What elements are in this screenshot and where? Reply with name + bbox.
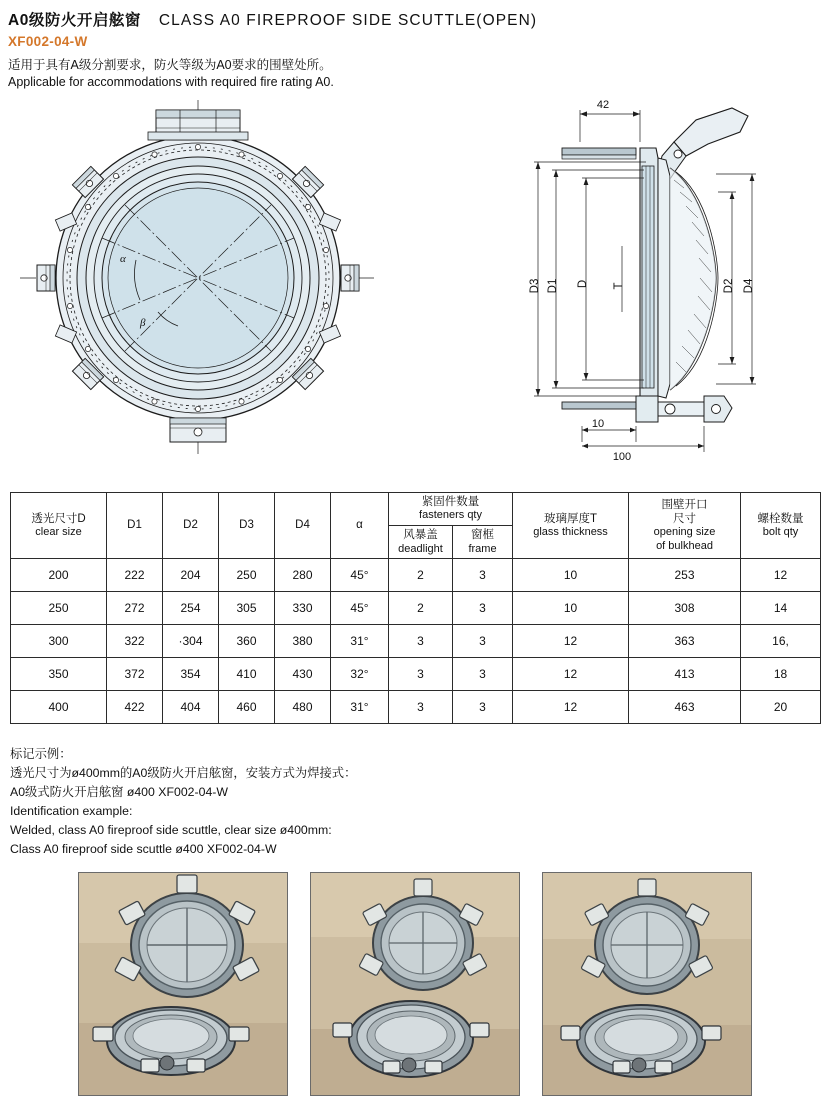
dim-D3-label: D3 <box>529 278 541 294</box>
cell-glass: 12 <box>513 625 629 658</box>
cell-clear-size: 250 <box>11 592 107 625</box>
ident-line-6: Class A0 fireproof side scuttle ø400 XF002-04-W <box>10 842 277 857</box>
header-d2: D2 <box>163 493 219 559</box>
cell-frame: 3 <box>453 625 513 658</box>
table-row <box>11 559 821 592</box>
front-view <box>20 100 376 456</box>
cell-alpha: 31° <box>331 625 389 658</box>
header-opening-en2: of bulkhead <box>656 540 713 552</box>
dim-T-label: T <box>613 282 625 290</box>
header-deadlight-en: deadlight <box>398 542 443 555</box>
ident-line-5: Welded, class A0 fireproof side scuttle, clear size ø400mm: <box>10 823 332 838</box>
cell-clear-size: 200 <box>11 559 107 592</box>
title-row <box>8 8 822 30</box>
page-title-cn: A0级防火开启舷窗 <box>8 12 141 29</box>
table-row <box>11 625 821 658</box>
cell-d3: 250 <box>219 559 275 592</box>
cell-frame: 3 <box>453 658 513 691</box>
frame-section <box>640 148 718 408</box>
section-view <box>529 99 756 463</box>
cell-d4: 430 <box>275 658 331 691</box>
technical-drawings <box>0 96 830 486</box>
header-clear-size <box>11 493 107 559</box>
cell-frame: 3 <box>453 592 513 625</box>
header-frame-cn: 窗框 <box>471 529 494 542</box>
photo-scuttle-open-right <box>542 872 752 1096</box>
bulkhead-plate <box>562 148 636 155</box>
cell-alpha: 45° <box>331 559 389 592</box>
dim-D-label: D <box>577 279 589 289</box>
cell-opening: 253 <box>629 559 741 592</box>
header-opening-en: opening size <box>653 526 716 539</box>
cell-opening: 308 <box>629 592 741 625</box>
header-bolt-cn: 螺栓数量 <box>757 512 804 525</box>
header-glass-en: glass thickness <box>533 525 608 538</box>
cell-bolt: 16, <box>741 625 821 658</box>
dim-42-label: 42 <box>596 99 610 111</box>
cell-deadlight: 3 <box>389 658 453 691</box>
table-row <box>11 658 821 691</box>
cell-d2: 404 <box>163 691 219 724</box>
cell-clear-size: 350 <box>11 658 107 691</box>
ident-line-1: 标记示例： <box>10 747 72 761</box>
cell-bolt: 14 <box>741 592 821 625</box>
header-opening-cn2: 尺寸 <box>673 512 697 525</box>
table-header-row-1 <box>11 493 821 526</box>
header-bolt-en: bolt qty <box>762 525 799 538</box>
cell-d2: ·304 <box>163 625 219 658</box>
table-body <box>11 559 821 724</box>
cell-d1: 322 <box>107 625 163 658</box>
table-row <box>11 592 821 625</box>
angle-beta-label: β <box>140 317 146 329</box>
cell-d1: 222 <box>107 559 163 592</box>
header-d4: D4 <box>275 493 331 559</box>
photo-scuttle-open-center <box>310 872 520 1096</box>
cell-bolt: 18 <box>741 658 821 691</box>
cell-frame: 3 <box>453 559 513 592</box>
cell-d1: 422 <box>107 691 163 724</box>
cell-alpha: 45° <box>331 592 389 625</box>
cell-d1: 272 <box>107 592 163 625</box>
dim-D4-label: D4 <box>743 278 755 294</box>
identification-example <box>10 745 710 859</box>
cell-deadlight: 2 <box>389 559 453 592</box>
header-alpha: α <box>331 493 389 559</box>
cell-glass: 12 <box>513 658 629 691</box>
dim-10-label: 10 <box>591 418 605 430</box>
cell-d1: 372 <box>107 658 163 691</box>
cell-bolt: 12 <box>741 559 821 592</box>
dim-42 <box>580 110 640 142</box>
header-frame <box>453 526 513 559</box>
dim-D2-label: D2 <box>723 278 735 294</box>
page-header <box>8 8 822 89</box>
cell-opening: 363 <box>629 625 741 658</box>
cell-alpha: 32° <box>331 658 389 691</box>
cell-glass: 12 <box>513 691 629 724</box>
header-deadlight <box>389 526 453 559</box>
cell-glass: 10 <box>513 592 629 625</box>
header-d3: D3 <box>219 493 275 559</box>
page-title-en: CLASS A0 FIREPROOF SIDE SCUTTLE(OPEN) <box>158 12 538 29</box>
cell-glass: 10 <box>513 559 629 592</box>
cell-deadlight: 2 <box>389 592 453 625</box>
header-fasteners-cn: 紧固件数量 <box>421 496 480 508</box>
header-glass-thickness <box>513 493 629 559</box>
cell-clear-size: 300 <box>11 625 107 658</box>
ident-line-4: Identification example: <box>10 804 133 819</box>
cell-d4: 480 <box>275 691 331 724</box>
header-d1: D1 <box>107 493 163 559</box>
cell-d3: 460 <box>219 691 275 724</box>
table-row <box>11 691 821 724</box>
header-fasteners-en: fasteners qty <box>419 509 482 522</box>
header-clear-size-cn: 透光尺寸D <box>31 512 86 525</box>
specification-table <box>10 492 820 724</box>
cell-bolt: 20 <box>741 691 821 724</box>
description-en: Applicable for accommodations with required fire rating A0. <box>8 75 334 89</box>
header-bolt-qty <box>741 493 821 559</box>
cell-d4: 380 <box>275 625 331 658</box>
description-cn: 适用于具有A级分割要求，防火等级为A0要求的围壁处所。 <box>8 58 332 72</box>
header-opening-cn: 围壁开口 <box>661 498 708 511</box>
cell-d2: 204 <box>163 559 219 592</box>
cell-d4: 280 <box>275 559 331 592</box>
cell-clear-size: 400 <box>11 691 107 724</box>
cell-d2: 254 <box>163 592 219 625</box>
angle-alpha-label: α <box>120 253 126 265</box>
ident-line-2: 透光尺寸为ø400mm的A0级防火开启舷窗，安装方式为焊接式： <box>10 766 357 781</box>
product-photos <box>0 872 830 1097</box>
header-frame-en: frame <box>468 542 497 555</box>
cell-d3: 305 <box>219 592 275 625</box>
cell-deadlight: 3 <box>389 625 453 658</box>
cell-deadlight: 3 <box>389 691 453 724</box>
photo-scuttle-open-left <box>78 872 288 1096</box>
cell-opening: 463 <box>629 691 741 724</box>
cell-d4: 330 <box>275 592 331 625</box>
cell-d3: 410 <box>219 658 275 691</box>
cell-frame: 3 <box>453 691 513 724</box>
header-clear-size-en: clear size <box>35 525 82 538</box>
product-code: XF002-04-W <box>8 34 88 49</box>
dim-100-label: 100 <box>612 451 632 463</box>
cell-d3: 360 <box>219 625 275 658</box>
header-fasteners <box>389 493 513 526</box>
header-glass-cn: 玻璃厚度T <box>544 512 598 525</box>
drawings-svg <box>0 96 830 486</box>
bottom-fittings <box>562 396 732 422</box>
cell-opening: 413 <box>629 658 741 691</box>
cell-alpha: 31° <box>331 691 389 724</box>
header-deadlight-cn: 风暴盖 <box>403 529 438 542</box>
cell-d2: 354 <box>163 658 219 691</box>
dim-D1-label: D1 <box>547 278 559 294</box>
ident-line-3: A0级式防火开启舷窗 ø400 XF002-04-W <box>10 785 228 800</box>
header-opening-size <box>629 493 741 559</box>
